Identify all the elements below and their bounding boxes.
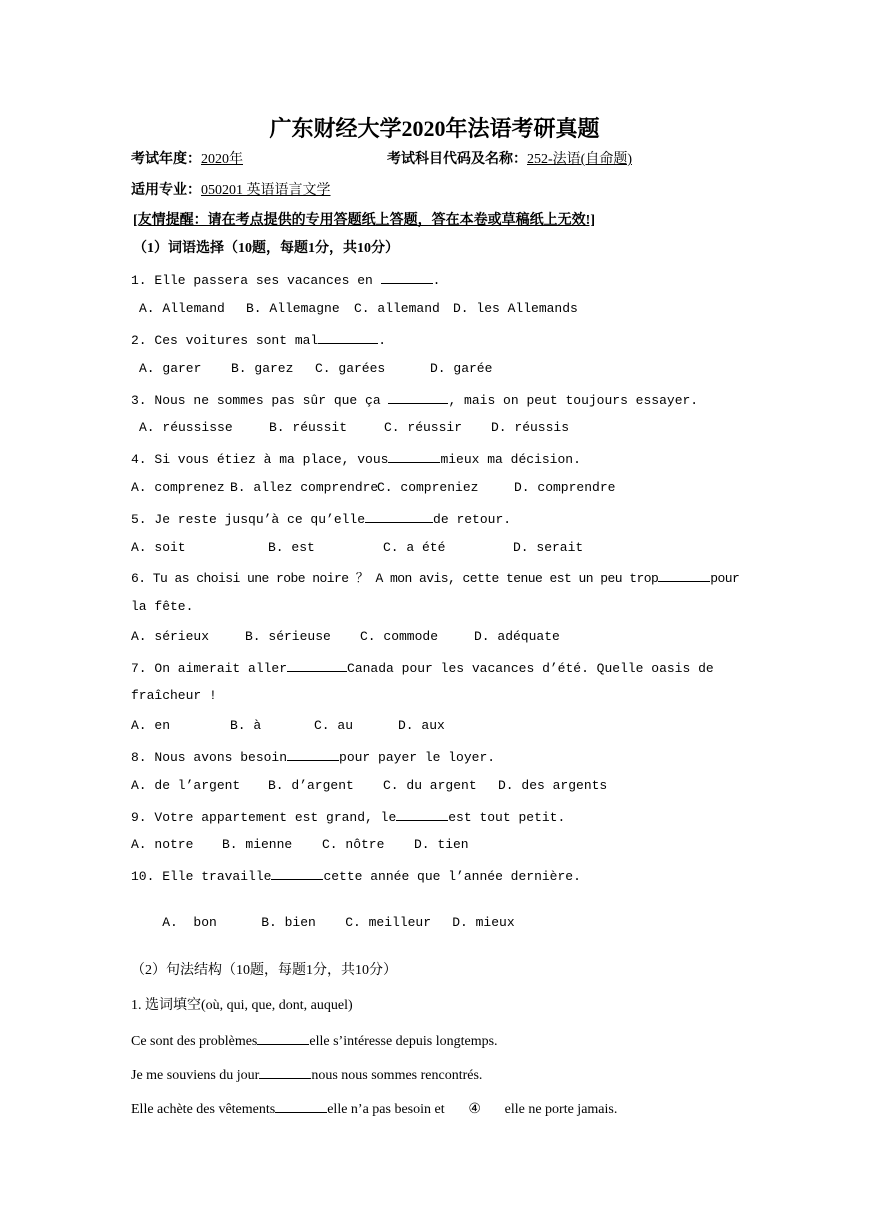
option-d: D. adéquate [474, 629, 560, 644]
option-d: D. serait [513, 540, 584, 555]
exam-year-line [131, 151, 243, 169]
answer-blank [257, 1031, 309, 1045]
option-c: C. allemand [354, 301, 440, 316]
option-a: A. notre [131, 837, 194, 852]
option-a: A. en [131, 718, 171, 733]
answer-blank [388, 390, 448, 404]
question-7-continuation: fraîcheur ! [131, 688, 217, 703]
page-title: 广东财经大学2020年法语考研真题 [269, 116, 600, 141]
question-1: 1. Elle passera ses vacances en . [131, 270, 440, 290]
question-8: 8. Nous avons besoin pour payer le loyer. [131, 747, 495, 767]
option-c: C. garées [315, 361, 386, 376]
question-7: 7. On aimerait aller Canada pour les vacances d’été. Quelle oasis de [131, 658, 714, 678]
option-a: A. soit [131, 540, 186, 555]
question-9-options [131, 836, 469, 854]
option-a: A. garer [139, 361, 202, 376]
option-c: C. réussir [384, 420, 463, 435]
answer-blank [658, 568, 710, 582]
question-2: 2. Ces voitures sont mal . [131, 330, 386, 350]
option-b: B. allez comprendre [230, 480, 379, 495]
major-value: 050201 英语语言文学 [201, 183, 331, 198]
option-d: D. aux [398, 718, 445, 733]
question-9: 9. Votre appartement est grand, le est tout petit. [131, 807, 565, 827]
section2-sentence-1: Ce sont des problèmes elle s’intéresse depuis longtemps. [131, 1031, 498, 1051]
notice: [友情提醒：请在考点提供的专用答题纸上答题，答在本卷或草稿纸上无效!] [133, 213, 595, 228]
subject-label: 考试科目代码及名称： [387, 152, 527, 167]
year-label: 考试年度： [131, 152, 201, 167]
question-10: 10. Elle travaille cette année que l’année dernière. [131, 866, 581, 886]
option-b: B. est [268, 540, 315, 555]
option-d: D. tien [414, 837, 469, 852]
question-8-options [131, 777, 607, 795]
major-line [131, 182, 331, 200]
option-b: B. à [230, 718, 262, 733]
option-b: B. garez [231, 361, 294, 376]
answer-blank [388, 449, 440, 463]
option-a: A. réussisse [139, 420, 233, 435]
option-a: A. comprenez [131, 480, 225, 495]
option-c: C. compreniez [377, 480, 479, 495]
answer-blank [318, 330, 378, 344]
circled-four-mark: ④ [468, 1102, 481, 1117]
option-c: C. du argent [383, 778, 477, 793]
option-c: C. a été [383, 540, 446, 555]
option-a: A. Allemand [139, 301, 225, 316]
answer-blank [259, 1065, 311, 1079]
question-6: 6. Tu as choisi une robe noire ？ A mon avis, cette tenue est un peu trop pour [131, 568, 739, 588]
option-b: B. Allemagne [246, 301, 340, 316]
option-b: B. réussit [269, 420, 348, 435]
question-3: 3. Nous ne sommes pas sûr que ça , mais on peut toujours essayer. [131, 390, 698, 410]
option-b: B. d’argent [268, 778, 354, 793]
option-c: C. nôtre [322, 837, 385, 852]
question-7-options [131, 717, 445, 735]
answer-blank [365, 509, 433, 523]
question-1-options [139, 300, 578, 318]
major-label: 适用专业： [131, 183, 201, 198]
answer-blank [287, 658, 347, 672]
answer-blank [275, 1099, 327, 1113]
question-4-options [131, 479, 615, 497]
subject-value: 252-法语(自命题) [527, 152, 632, 167]
option-b: B. bien [261, 915, 316, 930]
question-6-continuation: la fête. [131, 599, 194, 614]
option-d: D. mieux [452, 915, 515, 930]
option-c: C. commode [360, 629, 439, 644]
answer-blank [271, 866, 323, 880]
option-d: D. les Allemands [453, 301, 578, 316]
option-d: D. comprendre [514, 480, 616, 495]
option-a: A. de l’argent [131, 778, 241, 793]
subject-line [387, 151, 632, 169]
answer-blank [396, 807, 448, 821]
option-d: D. des argents [498, 778, 608, 793]
option-d: D. réussis [491, 420, 570, 435]
option-d: D. garée [430, 361, 493, 376]
option-a: A. sérieux [131, 629, 210, 644]
section1-heading: （1）词语选择（10题，每题1分，共10分） [133, 241, 399, 256]
question-5-options [131, 539, 583, 557]
question-6-options [131, 628, 560, 646]
option-c: C. meilleur [345, 915, 432, 930]
option-b: B. sérieuse [245, 629, 331, 644]
question-4: 4. Si vous étiez à ma place, vous mieux ma décision. [131, 449, 581, 469]
section2-subheading: 1. 选词填空(où, qui, que, dont, auquel) [131, 998, 353, 1013]
section2-heading: （2）句法结构（10题，每题1分，共10分） [131, 963, 397, 978]
year-value: 2020年 [201, 152, 243, 167]
option-c: C. au [314, 718, 354, 733]
option-a: A. bon [162, 915, 217, 930]
question-3-options [139, 419, 569, 437]
answer-blank [287, 747, 339, 761]
section2-sentence-2: Je me souviens du jour nous nous sommes rencontrés. [131, 1065, 482, 1085]
option-b: B. mienne [222, 837, 293, 852]
section2-sentence-3: Elle achète des vêtements elle n’a pas besoin et ④ elle ne porte jamais. [131, 1099, 617, 1119]
question-5: 5. Je reste jusqu’à ce qu’elle de retour. [131, 509, 511, 529]
answer-blank [381, 270, 433, 284]
question-10-options [131, 896, 515, 950]
question-2-options [139, 360, 492, 378]
